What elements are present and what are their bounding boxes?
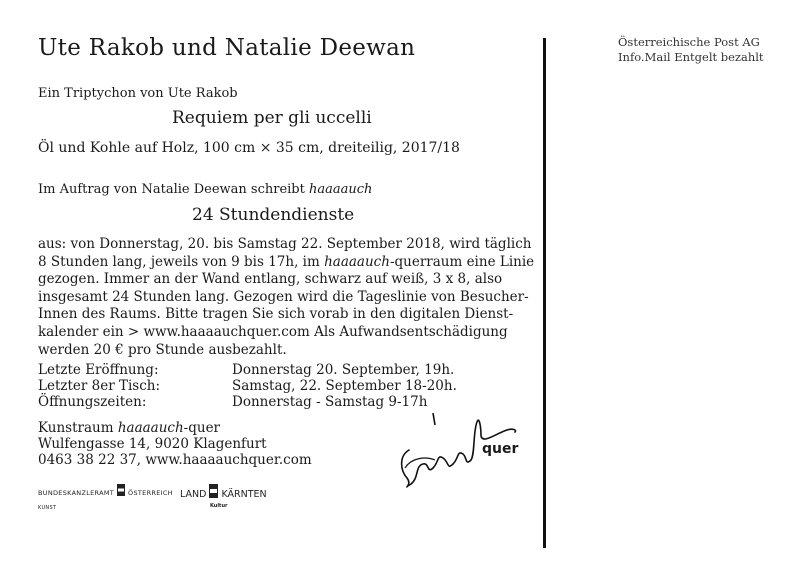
address-venue: Kunstraum haaaauch-quer [38,420,221,436]
paragraph-line: werden 20 € pro Stunde ausbezahlt. [38,341,287,358]
paragraph-line: 8 Stunden lang, jeweils von 9 bis 17h, im haaaauch-querraum eine Linie [38,253,535,270]
land-kaernten-logo: LAND KÄRNTEN Kultur [180,484,267,509]
commission-intro-italic: haaaauch [309,182,373,197]
signature-word: quer [482,441,519,457]
bundeskanzleramt-logo: BUNDESKANZLERAMT ÖSTERREICH KUNST [38,484,173,511]
schedule-label-opening: Letzte Eröffnung: [38,362,159,378]
card-heading: Ute Rakob und Natalie Deewan [38,35,416,61]
commission-paragraph [38,236,538,359]
artwork-intro: Ein Triptychon von Ute Rakob [38,86,238,101]
paragraph-line: gezogen. Immer an der Wand entlang, schwarz auf weiß, 3 x 8, also [38,271,503,288]
commission-title: 24 Stundendienste [192,205,355,225]
paragraph-line: Innen des Raums. Bitte tragen Sie sich vorab in den digitalen Dienst- [38,306,514,323]
austria-flag-icon [117,484,125,496]
schedule-value-hours: Donnerstag - Samstag 9-17h [232,394,428,410]
schedule-label-table: Letzter 8er Tisch: [38,378,161,394]
postage-imprint [618,35,764,65]
commission-intro [38,182,372,197]
schedule-value-table: Samstag, 22. September 18-20h. [232,378,457,394]
paragraph-line: aus: von Donnerstag, 20. bis Samstag 22. September 2018, wird täglich [38,236,532,252]
paragraph-line: insgesamt 24 Stunden lang. Gezogen wird die Tageslinie von Besucher- [38,288,529,305]
kaernten-flag-icon [209,484,218,498]
artwork-title: Requiem per gli uccelli [172,108,372,128]
schedule-value-opening: Donnerstag 20. September, 19h. [232,362,455,378]
paragraph-line: kalender ein > www.haaaauchquer.com Als Aufwandsentschädigung [38,323,508,340]
postage-line-1: Österreichische Post AG [618,35,760,49]
artwork-details: Öl und Kohle auf Holz, 100 cm × 35 cm, dreiteilig, 2017/18 [38,140,460,156]
schedule-label-hours: Öffnungszeiten: [38,394,147,410]
address-street: Wulfengasse 14, 9020 Klagenfurt [38,436,267,452]
divider-line [543,38,546,548]
address-contact: 0463 38 22 37, www.haaaauchquer.com [38,452,312,468]
commission-intro-text: Im Auftrag von Natalie Deewan schreibt [38,182,309,197]
postage-line-2: Info.Mail Entgelt bezahlt [618,50,764,64]
